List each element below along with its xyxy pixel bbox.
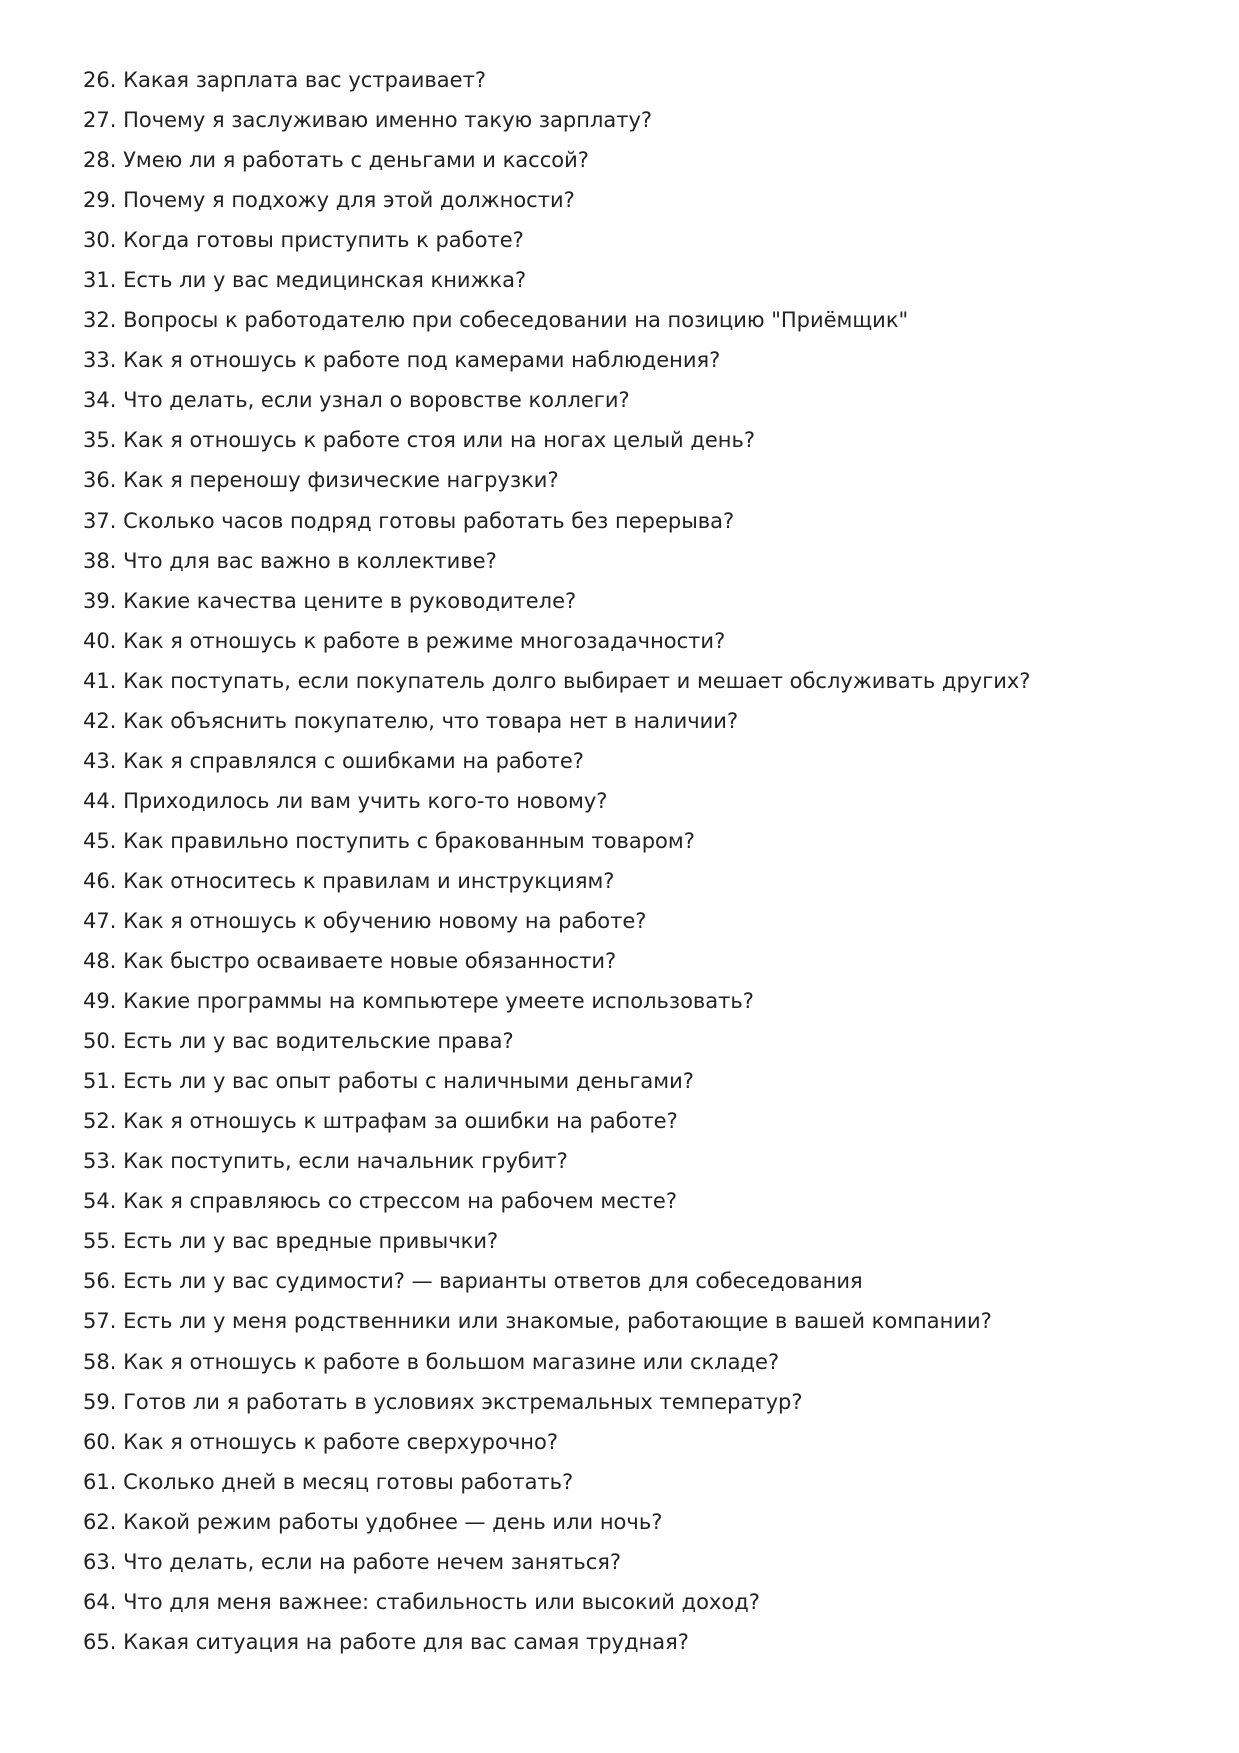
question-item	[83, 861, 1030, 901]
question-number: 38.	[83, 548, 117, 573]
question-text: Почему я подхожу для этой должности?	[123, 188, 575, 213]
question-text: Готов ли я работать в условиях экстремальных температур?	[123, 1389, 803, 1414]
question-item	[83, 941, 1030, 981]
question-number: 33.	[83, 348, 117, 373]
question-item	[83, 1342, 1030, 1382]
question-number: 45.	[83, 828, 117, 853]
question-number: 26.	[83, 68, 117, 92]
question-list	[83, 60, 1030, 1662]
question-number: 50.	[83, 1029, 117, 1054]
question-text: Есть ли у вас судимости? — варианты ответов для собеседования	[123, 1269, 863, 1294]
question-text: Как объяснить покупателю, что товара нет в наличии?	[123, 708, 739, 733]
question-number: 40.	[83, 628, 117, 653]
question-text: Есть ли у вас опыт работы с наличными деньгами?	[123, 1069, 694, 1094]
question-text: Что делать, если на работе нечем заняться?	[123, 1549, 622, 1574]
question-number: 44.	[83, 788, 117, 813]
question-number: 65.	[83, 1629, 117, 1654]
question-number: 29.	[83, 188, 117, 213]
question-text: Как относитесь к правилам и инструкциям?	[123, 868, 615, 893]
question-text: Есть ли у меня родственники или знакомые, работающие в вашей компании?	[123, 1309, 992, 1334]
question-text: Как я отношусь к работе в режиме многозадачности?	[123, 628, 726, 653]
question-number: 64.	[83, 1589, 117, 1614]
question-item	[83, 701, 1030, 741]
question-number: 34.	[83, 388, 117, 413]
question-item	[83, 1221, 1030, 1261]
question-number: 53.	[83, 1149, 117, 1174]
question-number: 47.	[83, 908, 117, 933]
question-number: 57.	[83, 1309, 117, 1334]
question-text: Какие программы на компьютере умеете использовать?	[123, 989, 754, 1014]
question-number: 60.	[83, 1429, 117, 1454]
question-text: Как я отношусь к работе стоя или на ногах целый день?	[123, 428, 756, 453]
question-item	[83, 741, 1030, 781]
question-item	[83, 1462, 1030, 1502]
question-item	[83, 1301, 1030, 1341]
question-item	[83, 380, 1030, 420]
question-item	[83, 340, 1030, 380]
question-item	[83, 901, 1030, 941]
question-text: Что делать, если узнал о воровстве коллеги?	[123, 388, 630, 413]
question-item	[83, 460, 1030, 500]
question-item	[83, 60, 1030, 100]
question-item	[83, 1141, 1030, 1181]
question-number: 42.	[83, 708, 117, 733]
question-number: 37.	[83, 508, 117, 533]
question-text: Что для меня важнее: стабильность или высокий доход?	[123, 1589, 760, 1614]
question-text: Как я справляюсь со стрессом на рабочем месте?	[123, 1189, 677, 1214]
question-number: 61.	[83, 1469, 117, 1494]
question-number: 52.	[83, 1109, 117, 1134]
question-number: 54.	[83, 1189, 117, 1214]
question-text: Как я переношу физические нагрузки?	[123, 468, 559, 493]
question-text: Сколько дней в месяц готовы работать?	[123, 1469, 574, 1494]
question-number: 46.	[83, 868, 117, 893]
question-number: 27.	[83, 108, 117, 133]
question-text: Вопросы к работодателю при собеседовании на позицию "Приёмщик"	[123, 308, 909, 333]
question-text: Как я отношусь к работе под камерами наблюдения?	[123, 348, 721, 373]
question-item	[83, 140, 1030, 180]
question-item	[83, 661, 1030, 701]
question-item	[83, 1502, 1030, 1542]
question-number: 35.	[83, 428, 117, 453]
question-item	[83, 501, 1030, 541]
question-number: 28.	[83, 148, 117, 173]
question-number: 55.	[83, 1229, 117, 1254]
question-number: 43.	[83, 748, 117, 773]
question-text: Есть ли у вас водительские права?	[123, 1029, 514, 1054]
question-item	[83, 1181, 1030, 1221]
question-text: Как я отношусь к обучению новому на работе?	[123, 908, 647, 933]
question-text: Как правильно поступить с бракованным товаром?	[123, 828, 695, 853]
question-number: 49.	[83, 989, 117, 1014]
question-item	[83, 1622, 1030, 1662]
question-item	[83, 260, 1030, 300]
question-item	[83, 1021, 1030, 1061]
question-text: Как поступить, если начальник грубит?	[123, 1149, 568, 1174]
question-text: Почему я заслуживаю именно такую зарплату?	[123, 108, 653, 133]
question-item	[83, 581, 1030, 621]
question-item	[83, 1061, 1030, 1101]
question-number: 32.	[83, 308, 117, 333]
question-text: Сколько часов подряд готовы работать без перерыва?	[123, 508, 735, 533]
question-number: 58.	[83, 1349, 117, 1374]
question-text: Какие качества цените в руководителе?	[123, 588, 577, 613]
question-item	[83, 220, 1030, 260]
question-number: 56.	[83, 1269, 117, 1294]
question-item	[83, 1542, 1030, 1582]
question-item	[83, 1101, 1030, 1141]
question-number: 59.	[83, 1389, 117, 1414]
question-number: 51.	[83, 1069, 117, 1094]
question-item	[83, 541, 1030, 581]
question-item	[83, 981, 1030, 1021]
question-text: Как я справлялся с ошибками на работе?	[123, 748, 584, 773]
question-text: Что для вас важно в коллективе?	[123, 548, 497, 573]
question-item	[83, 821, 1030, 861]
question-item	[83, 1422, 1030, 1462]
question-text: Приходилось ли вам учить кого-то новому?	[123, 788, 608, 813]
question-item	[83, 1382, 1030, 1422]
question-item	[83, 420, 1030, 460]
question-text: Как я отношусь к работе сверхурочно?	[123, 1429, 558, 1454]
question-item	[83, 300, 1030, 340]
question-number: 63.	[83, 1549, 117, 1574]
question-text: Умею ли я работать с деньгами и кассой?	[123, 148, 589, 173]
question-item	[83, 1261, 1030, 1301]
question-number: 31.	[83, 268, 117, 293]
question-text: Как я отношусь к штрафам за ошибки на работе?	[123, 1109, 678, 1134]
question-number: 41.	[83, 668, 117, 693]
question-text: Как поступать, если покупатель долго выбирает и мешает обслуживать других?	[123, 668, 1031, 693]
question-item	[83, 180, 1030, 220]
question-number: 48.	[83, 949, 117, 974]
question-number: 39.	[83, 588, 117, 613]
question-text: Какая ситуация на работе для вас самая трудная?	[123, 1629, 689, 1654]
question-item	[83, 100, 1030, 140]
question-text: Как быстро осваиваете новые обязанности?	[123, 949, 617, 974]
question-text: Есть ли у вас вредные привычки?	[123, 1229, 499, 1254]
question-number: 62.	[83, 1509, 117, 1534]
question-text: Есть ли у вас медицинская книжка?	[123, 268, 527, 293]
question-item	[83, 1582, 1030, 1622]
question-text: Какая зарплата вас устраивает?	[123, 68, 486, 92]
question-number: 36.	[83, 468, 117, 493]
question-text: Какой режим работы удобнее — день или ночь?	[123, 1509, 663, 1534]
question-item	[83, 781, 1030, 821]
question-number: 30.	[83, 228, 117, 253]
question-text: Когда готовы приступить к работе?	[123, 228, 524, 253]
question-text: Как я отношусь к работе в большом магазине или складе?	[123, 1349, 780, 1374]
question-item	[83, 621, 1030, 661]
